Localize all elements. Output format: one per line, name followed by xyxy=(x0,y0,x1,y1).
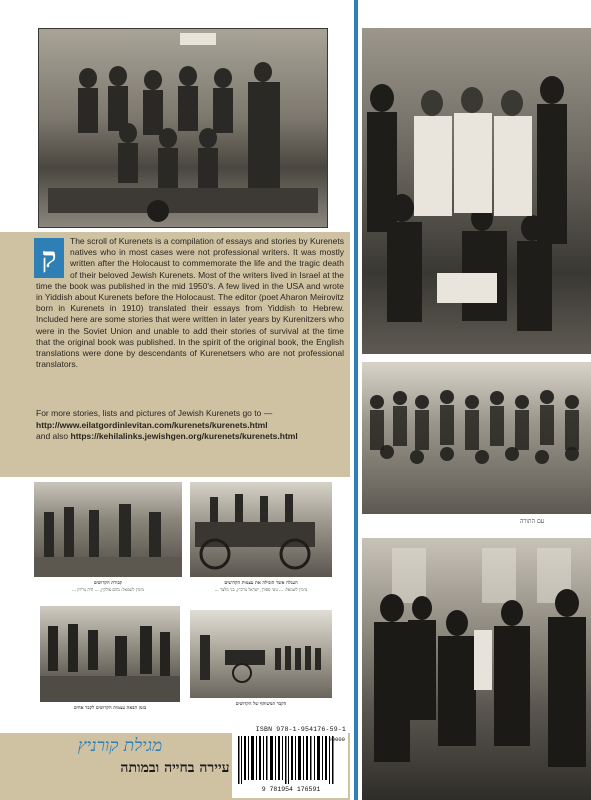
link-kehilalinks[interactable]: https://kehilalinks.jewishgen.org/kurenets/kurenets.html xyxy=(70,431,298,441)
hebrew-subtitle: עיירה בחייה ובמותה xyxy=(120,760,230,776)
photo-burial xyxy=(34,482,182,577)
isbn-price-code: 90000 xyxy=(328,736,345,743)
blue-divider-line xyxy=(354,0,358,800)
photo-schoolgirls-group xyxy=(362,362,591,514)
description-paragraph xyxy=(36,236,344,370)
caption-title-a: קבורת הקדושים xyxy=(93,581,123,586)
caption-title-c: בזמן הבאת עצמות הקדושים לקבר אחים xyxy=(73,706,147,711)
isbn-label: ISBN 978-1-954176-59-1 xyxy=(255,726,346,733)
photo-cart xyxy=(190,482,332,577)
isbn-number: 9 781954 176591 xyxy=(261,786,321,793)
caption-b: מימין לשמאל: ... נוטי ספורן, ישראל גורביץ, בני מלצר ... xyxy=(214,587,308,592)
caption-with-torah: עם התורה xyxy=(520,518,545,525)
caption-a: מימין לשמאל: נחום צולקין, ... חיה גורדון ... xyxy=(72,587,144,592)
link-2-prefix: and also xyxy=(36,431,71,441)
photo-football-team xyxy=(38,28,328,228)
isbn-barcode-box xyxy=(232,722,348,798)
caption-title-b: העגלה אשר הובילה את עצמות הקדושים xyxy=(224,581,298,586)
photo-family-at-house xyxy=(362,538,591,800)
caption-title-d: הקבר המשותף של הקדושים xyxy=(235,702,287,707)
more-info-text: For more stories, lists and pictures of Jewish Kurenets go to — xyxy=(36,408,273,418)
photo-grave-crowd xyxy=(40,606,180,702)
photo-mass-grave xyxy=(190,610,332,698)
hebrew-script-title: מגילת קורניץ xyxy=(77,736,163,756)
barcode-icon xyxy=(238,736,342,784)
photo-young-people-group xyxy=(362,28,591,354)
links-block xyxy=(36,408,344,443)
description-text: The scroll of Kurenets is a compilation of essays and stories by Kurenets natives who in most cases were not professional writers. It was mostly written after the Holocaust to commemorate the life and the tragic death of their beloved Jewish Kurenets. Most of the writers lived in Israel at the time the book was published in the mid 1950's. A few lived in the USA and wrote in Yiddish about Kurenets before the Holocaust. The editor (poet Aharon Meirovitz born in Kurenets in 1910) translated their essays from Yiddish to Hebrew. Included here are some stories that were written in later years by Kurenitzers who were in the Soviet Union and unable to add their stories of survival at the time that the original book was published. In the spirit of the original book, the English translations were done by descendants of Kurenetsers who are not professional translators. xyxy=(36,236,344,370)
hebrew-initial-letter: ק xyxy=(34,238,64,278)
link-eilatgordinlevitan[interactable]: http://www.eilatgordinlevitan.com/kurenets/kurenets.html xyxy=(36,419,268,430)
